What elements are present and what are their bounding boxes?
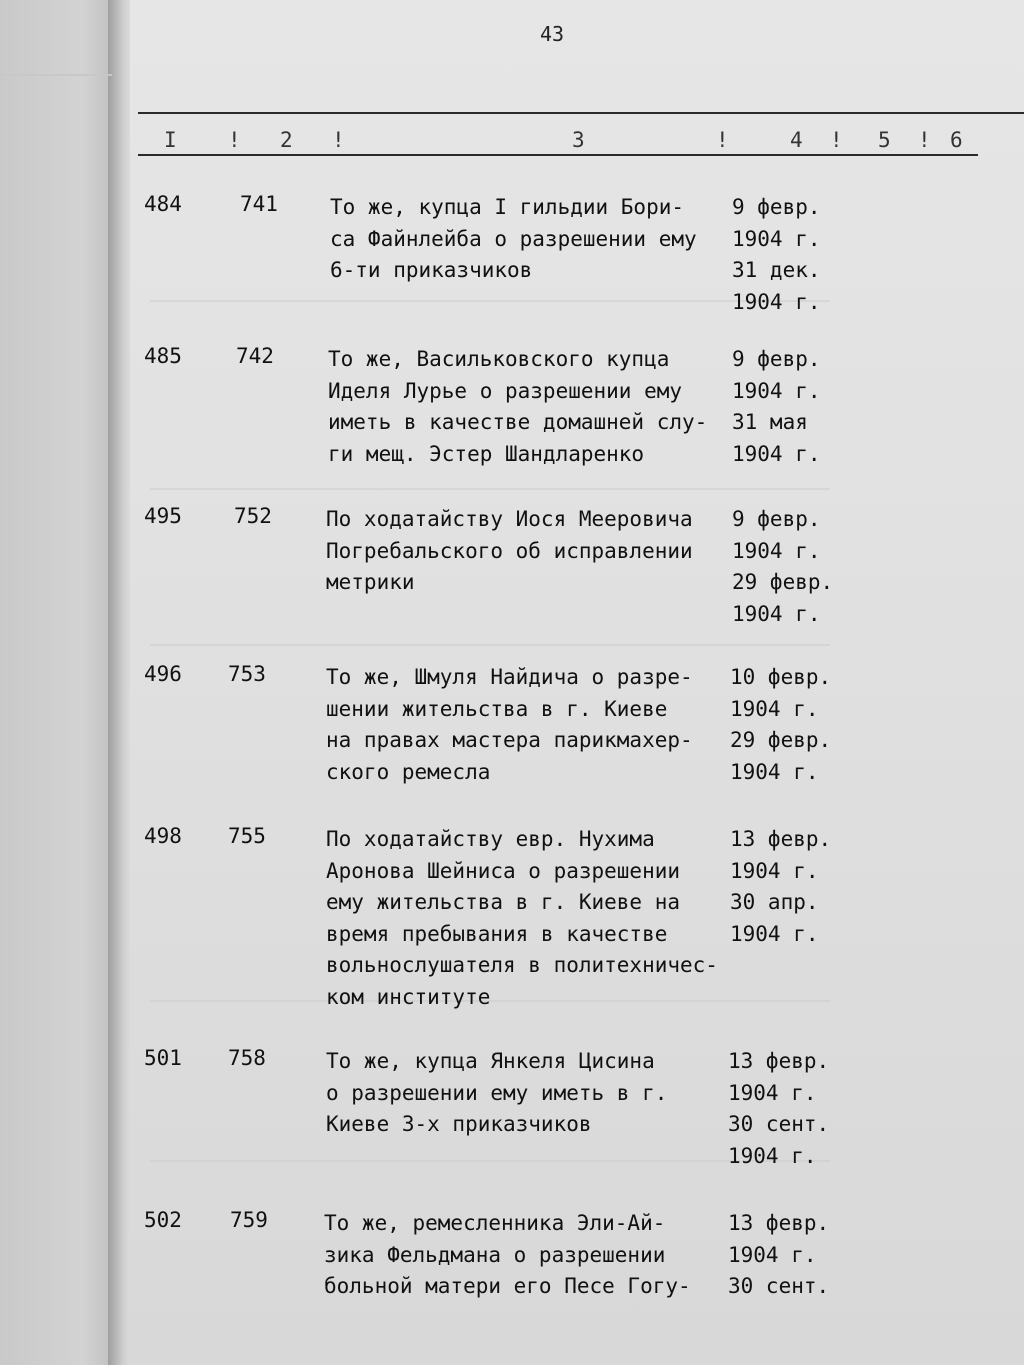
- description-line: ему жительства в г. Киеве на: [326, 890, 681, 914]
- description-line: Погребальского об исправлении: [326, 538, 693, 563]
- bleed-through-line: [150, 488, 830, 490]
- date-line: 30 сент.: [728, 1112, 830, 1136]
- description-line: По ходатайству евр. Нухима: [326, 827, 655, 851]
- header-col-3: 3: [572, 128, 585, 152]
- date-line: 29 февр.: [730, 728, 832, 752]
- date-line: 13 февр.: [728, 1049, 830, 1073]
- file-number: 758: [228, 1046, 266, 1070]
- header-col-2: 2: [280, 128, 293, 152]
- date-line: 1904 г.: [732, 289, 821, 314]
- description-line: 6-ти приказчиков: [330, 258, 533, 282]
- file-number: 759: [230, 1208, 268, 1232]
- description-line: ком институте: [326, 984, 491, 1009]
- date-line: 1904 г.: [730, 858, 819, 883]
- header-bottom-rule: [138, 154, 978, 156]
- entry-dates: [728, 1208, 829, 1303]
- description-line: То же, Васильковского купца: [328, 347, 670, 371]
- date-line: 30 апр.: [730, 890, 819, 914]
- date-line: 13 февр.: [728, 1211, 830, 1235]
- header-separator: !: [830, 128, 843, 152]
- description-line: ского ремесла: [326, 759, 491, 784]
- description-line: время пребывания в качестве: [326, 921, 668, 946]
- date-line: 10 февр.: [730, 665, 832, 689]
- description-line: шении жительства в г. Киеве: [326, 696, 668, 721]
- entry-dates: [732, 344, 821, 470]
- description-line: вольнослушателя в политехничес-: [326, 953, 718, 977]
- date-line: 1904 г.: [728, 1242, 817, 1267]
- file-number: 742: [236, 344, 274, 368]
- left-page-edge: [0, 0, 118, 1365]
- description-line: ги мещ. Эстер Шандларенко: [328, 441, 645, 466]
- header-separator: !: [228, 128, 241, 152]
- entry-description: [326, 662, 726, 788]
- entry-description: [326, 1046, 726, 1141]
- date-line: 1904 г.: [732, 538, 821, 563]
- bleed-through-line: [150, 300, 830, 302]
- description-line: То же, купца Янкеля Цисина: [326, 1049, 655, 1073]
- entry-description: [326, 824, 726, 1013]
- date-line: 1904 г.: [730, 759, 819, 784]
- date-line: 29 февр.: [732, 570, 834, 594]
- date-line: 30 сент.: [728, 1274, 830, 1298]
- header-top-rule: [138, 112, 1024, 114]
- entry-description: [326, 504, 726, 599]
- entry-dates: [730, 662, 831, 788]
- description-line: зика Фельдмана о разрешении: [324, 1242, 666, 1267]
- entry-description: [330, 192, 730, 287]
- date-line: 1904 г.: [732, 441, 821, 466]
- description-line: То же, Шмуля Найдича о разре-: [326, 665, 693, 689]
- description-line: Аронова Шейниса о разрешении: [326, 858, 681, 883]
- entry-number: 502: [144, 1208, 182, 1232]
- entry-number: 484: [144, 192, 182, 216]
- file-number: 753: [228, 662, 266, 686]
- header-separator: !: [332, 128, 345, 152]
- left-page-rule: [0, 74, 112, 76]
- entry-dates: [728, 1046, 829, 1172]
- entry-description: [324, 1208, 724, 1303]
- date-line: 1904 г.: [732, 226, 821, 251]
- date-line: 1904 г.: [732, 601, 821, 626]
- entry-number: 496: [144, 662, 182, 686]
- entry-description: [328, 344, 728, 470]
- date-line: 1904 г.: [732, 378, 821, 403]
- date-line: 1904 г.: [730, 921, 819, 946]
- entry-dates: [732, 504, 833, 630]
- file-number: 752: [234, 504, 272, 528]
- entry-dates: [732, 192, 821, 318]
- date-line: 9 февр.: [732, 347, 821, 371]
- description-line: То же, купца I гильдии Бори-: [330, 195, 685, 219]
- description-line: метрики: [326, 570, 415, 594]
- file-number: 755: [228, 824, 266, 848]
- page-number: 43: [540, 22, 565, 46]
- date-line: 9 февр.: [732, 195, 821, 219]
- description-line: Иделя Лурье о разрешении ему: [328, 378, 683, 403]
- entry-number: 501: [144, 1046, 182, 1070]
- entry-number: 485: [144, 344, 182, 368]
- date-line: 31 дек.: [732, 258, 821, 282]
- bleed-through-line: [150, 644, 830, 646]
- description-line: По ходатайству Иося Мееровича: [326, 507, 693, 531]
- header-col-1: I: [164, 128, 177, 152]
- file-number: 741: [240, 192, 278, 216]
- entry-number: 498: [144, 824, 182, 848]
- date-line: 13 февр.: [730, 827, 832, 851]
- entry-number: 495: [144, 504, 182, 528]
- date-line: 1904 г.: [730, 696, 819, 721]
- date-line: 1904 г.: [728, 1080, 817, 1105]
- description-line: са Файнлейба о разрешении ему: [330, 226, 697, 251]
- header-col-4: 4: [790, 128, 803, 152]
- header-separator: !: [716, 128, 729, 152]
- header-col-6: 6: [950, 128, 963, 152]
- header-col-5: 5: [878, 128, 891, 152]
- date-line: 9 февр.: [732, 507, 821, 531]
- description-line: Киеве 3-х приказчиков: [326, 1112, 592, 1136]
- header-separator: !: [918, 128, 931, 152]
- description-line: иметь в качестве домашней слу-: [328, 410, 708, 434]
- date-line: 31 мая: [732, 410, 808, 434]
- date-line: 1904 г.: [728, 1143, 817, 1168]
- description-line: о разрешении ему иметь в г.: [326, 1080, 668, 1105]
- description-line: То же, ремесленника Эли-Ай-: [324, 1211, 666, 1235]
- description-line: на правах мастера парикмахер-: [326, 728, 693, 752]
- entry-dates: [730, 824, 831, 950]
- description-line: больной матери его Песе Гогу-: [324, 1274, 691, 1298]
